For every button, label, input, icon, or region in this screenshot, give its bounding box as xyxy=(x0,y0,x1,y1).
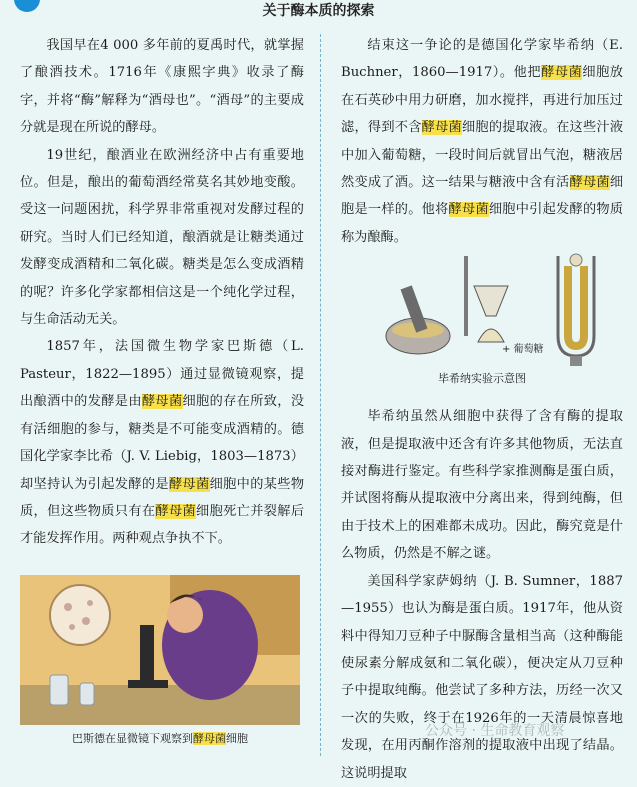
right-column xyxy=(341,32,623,787)
glucose-label: + 葡萄糖 xyxy=(502,344,544,355)
caption-run: 细胞 xyxy=(226,732,248,745)
left-paragraph-1: 我国早在4 000 多年前的夏禹时代，就掌握了酿酒技术。1716年《康熙字典》收录了酶字，并将“酶”解释为“酒母也”。“酒母”的主要成分就是现在所说的酵母。 xyxy=(20,38,304,136)
text-run: 细胞的存在所致，没有活细胞的参与，糖类是不可能变成酒精的。德国化学家李比希（J. V. Liebig，1803—1873）却坚持认为引起发酵的是 xyxy=(20,394,305,492)
text-run: 细胞的提取液。在这些汁液中加入葡萄糖，一段时间后就冒出气泡，糖液居然变成了酒。这一结果与糖液中含有活 xyxy=(341,120,624,191)
text-run: 细胞是一样的。他将 xyxy=(341,175,624,218)
highlight-yeast: 酵母菌 xyxy=(421,120,462,136)
caption-run: 巴斯德在显微镜下观察到 xyxy=(72,732,193,745)
highlight-yeast: 酵母菌 xyxy=(448,202,489,218)
column-divider xyxy=(320,34,321,756)
watermark-text: 公众号 · 生命教育观察 xyxy=(425,723,565,739)
buchner-experiment-image xyxy=(378,246,614,368)
page-title-bar xyxy=(0,0,637,22)
right-paragraph-3: 美国科学家萨姆纳（J. B. Sumner，1887—1955）也认为酶是蛋白质。1917年，他从资料中得知刀豆种子中脲酶含量相当高（这种酶能使尿素分解成氨和二氧化碳），便决定从刀豆种子中提取纯酶。他尝试了多种方法，历经一次又一次的失败，终于在1926年的一天清晨惊喜地发现，在用丙酮作溶剂的提取液中出现了结晶。这说明提取 xyxy=(341,573,623,781)
highlight-yeast: 酵母菌 xyxy=(193,732,226,745)
left-paragraph-2: 19世纪，酿酒业在欧洲经济中占有重要地位。但是，酿出的葡萄酒经常莫名其妙地变酸。受这一问题困扰，科学界非常重视对发酵过程的研究。当时人们已经知道，酿酒就是让糖类通过发酵变成酒精和二氧化碳。糖类是怎么变成酒精的呢？许多化学家都相信这是一个纯化学过程，与生命活动无关。 xyxy=(20,147,304,328)
text-run: 细胞放在石英砂中用力研磨，加水搅拌，再进行加压过滤，得到不含 xyxy=(341,65,623,136)
pasteur-illustration xyxy=(20,575,300,725)
left-column xyxy=(20,32,304,553)
text-run: 细胞中引起发酵的物质称为酿酶。 xyxy=(341,202,624,245)
highlight-yeast: 酵母菌 xyxy=(168,476,210,492)
page-title: 关于酶本质的探索 xyxy=(262,3,375,19)
highlight-yeast: 酵母菌 xyxy=(155,503,197,519)
right-paragraph-1 xyxy=(341,32,623,251)
pasteur-microscope-image xyxy=(20,575,300,725)
highlight-yeast: 酵母菌 xyxy=(541,65,583,81)
text-run: 细胞中的某些物质，但这些物质只有在 xyxy=(20,476,305,519)
text-run: 结束这一争论的是德国化学家毕希纳（E. Buchner，1860—1917）。他把 xyxy=(341,38,623,81)
text-run: 1857年，法国微生物学家巴斯德（L. Pasteur，1822—1895）通过显微镜观察，提出酿酒中的发酵是由 xyxy=(20,339,304,410)
highlight-yeast: 酵母菌 xyxy=(569,175,610,191)
buchner-experiment-figure xyxy=(378,246,614,368)
right-paragraph-2: 毕希纳虽然从细胞中获得了含有酶的提取液，但是提取液中还含有许多其他物质，无法直接对酶进行鉴定。有些科学家推测酶是蛋白质，并试图将酶从提取液中分离出来，得到纯酶，但由于技术上的困难都未成功。因此，酶究竟是什么物质，仍然是不解之谜。 xyxy=(341,409,623,562)
text-run: 细胞死亡并裂解后才能发挥作用。两种观点争执不下。 xyxy=(20,503,305,547)
right-figure-caption: 毕希纳实验示意图 xyxy=(438,372,526,385)
left-figure-caption xyxy=(20,730,300,748)
highlight-yeast: 酵母菌 xyxy=(141,394,183,410)
left-paragraph-3 xyxy=(20,333,304,552)
